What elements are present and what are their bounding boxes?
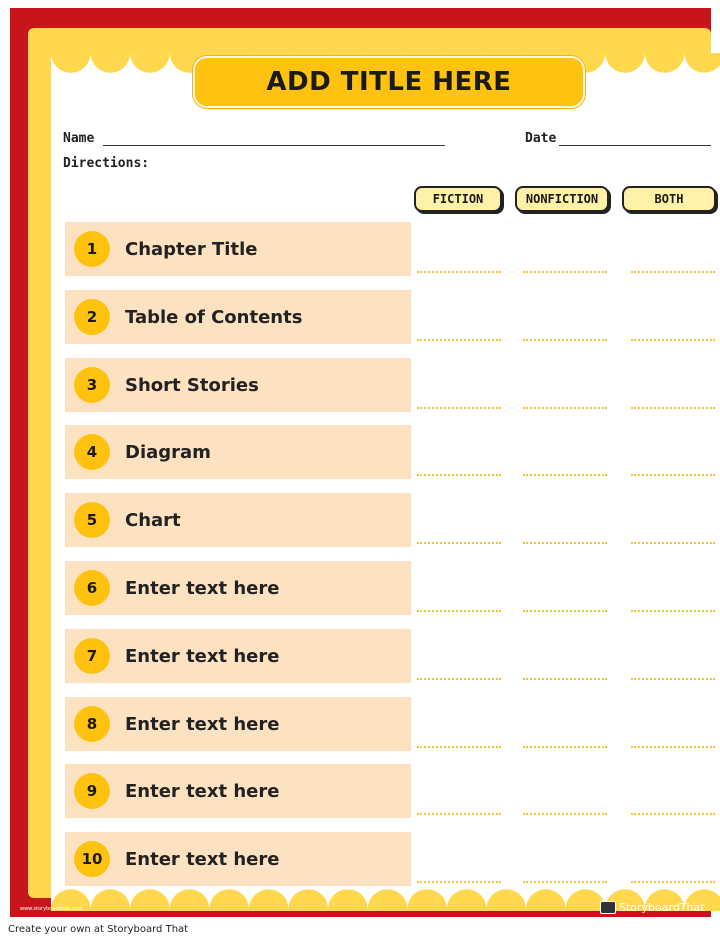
- answer-line-fiction[interactable]: [417, 339, 501, 341]
- row-label[interactable]: Enter text here: [125, 848, 280, 870]
- checklist-row: [65, 832, 411, 886]
- answer-line-nonfiction[interactable]: [523, 678, 607, 680]
- answer-line-both[interactable]: [631, 271, 715, 273]
- row-number-badge: 2: [74, 299, 110, 335]
- answer-line-fiction[interactable]: [417, 746, 501, 748]
- answer-line-nonfiction[interactable]: [523, 542, 607, 544]
- checklist-row: [65, 222, 411, 276]
- row-number-badge: 3: [74, 367, 110, 403]
- answer-line-both[interactable]: [631, 610, 715, 612]
- answer-line-fiction[interactable]: [417, 271, 501, 273]
- answer-line-fiction[interactable]: [417, 474, 501, 476]
- row-label[interactable]: Enter text here: [125, 577, 280, 599]
- worksheet-frame: [10, 8, 711, 917]
- answer-line-fiction[interactable]: [417, 813, 501, 815]
- checklist-row: [65, 629, 411, 683]
- answer-line-nonfiction[interactable]: [523, 407, 607, 409]
- row-number-badge: 1: [74, 231, 110, 267]
- checklist-row: [65, 493, 411, 547]
- brand-name: StoryboardThat: [619, 901, 705, 914]
- row-label[interactable]: Chapter Title: [125, 238, 258, 260]
- worksheet-title[interactable]: ADD TITLE HERE: [266, 67, 512, 97]
- answer-line-fiction[interactable]: [417, 542, 501, 544]
- name-line[interactable]: [103, 145, 445, 146]
- date-label: Date: [525, 131, 557, 146]
- answer-line-fiction[interactable]: [417, 678, 501, 680]
- answer-line-both[interactable]: [631, 542, 715, 544]
- column-header-nonfiction: NONFICTION: [515, 186, 609, 212]
- name-label: Name: [63, 131, 95, 146]
- answer-line-nonfiction[interactable]: [523, 339, 607, 341]
- worksheet-paper: [51, 53, 720, 911]
- footer-url: www.storyboardthat.com: [20, 906, 83, 912]
- row-number-badge: 9: [74, 773, 110, 809]
- answer-line-nonfiction[interactable]: [523, 474, 607, 476]
- answer-line-both[interactable]: [631, 407, 715, 409]
- row-number-badge: 10: [74, 841, 110, 877]
- checklist-row: [65, 697, 411, 751]
- answer-line-both[interactable]: [631, 339, 715, 341]
- brand-logo: [600, 901, 705, 914]
- row-number-badge: 4: [74, 434, 110, 470]
- row-label[interactable]: Short Stories: [125, 374, 259, 396]
- checklist-row: [65, 290, 411, 344]
- answer-line-nonfiction[interactable]: [523, 271, 607, 273]
- answer-line-fiction[interactable]: [417, 407, 501, 409]
- row-number-badge: 7: [74, 638, 110, 674]
- date-line[interactable]: [559, 145, 711, 146]
- answer-line-both[interactable]: [631, 813, 715, 815]
- checklist-row: [65, 425, 411, 479]
- answer-line-nonfiction[interactable]: [523, 610, 607, 612]
- answer-line-nonfiction[interactable]: [523, 746, 607, 748]
- answer-line-both[interactable]: [631, 678, 715, 680]
- row-label[interactable]: Table of Contents: [125, 306, 303, 328]
- row-label[interactable]: Diagram: [125, 441, 211, 463]
- row-label[interactable]: Enter text here: [125, 713, 280, 735]
- checklist-row: [65, 358, 411, 412]
- title-banner[interactable]: [193, 56, 585, 108]
- row-number-badge: 8: [74, 706, 110, 742]
- row-label[interactable]: Chart: [125, 509, 181, 531]
- row-number-badge: 5: [74, 502, 110, 538]
- checklist-row: [65, 561, 411, 615]
- directions-label: Directions:: [63, 156, 150, 171]
- storyboard-logo-icon: [600, 901, 616, 914]
- column-header-fiction: FICTION: [414, 186, 502, 212]
- answer-line-both[interactable]: [631, 746, 715, 748]
- answer-line-both[interactable]: [631, 474, 715, 476]
- answer-line-nonfiction[interactable]: [523, 813, 607, 815]
- row-label[interactable]: Enter text here: [125, 645, 280, 667]
- checklist-row: [65, 764, 411, 818]
- caption: Create your own at Storyboard That: [8, 924, 189, 935]
- answer-line-fiction[interactable]: [417, 610, 501, 612]
- row-label[interactable]: Enter text here: [125, 780, 280, 802]
- column-header-both: BOTH: [622, 186, 716, 212]
- row-number-badge: 6: [74, 570, 110, 606]
- inner-border: [28, 28, 711, 898]
